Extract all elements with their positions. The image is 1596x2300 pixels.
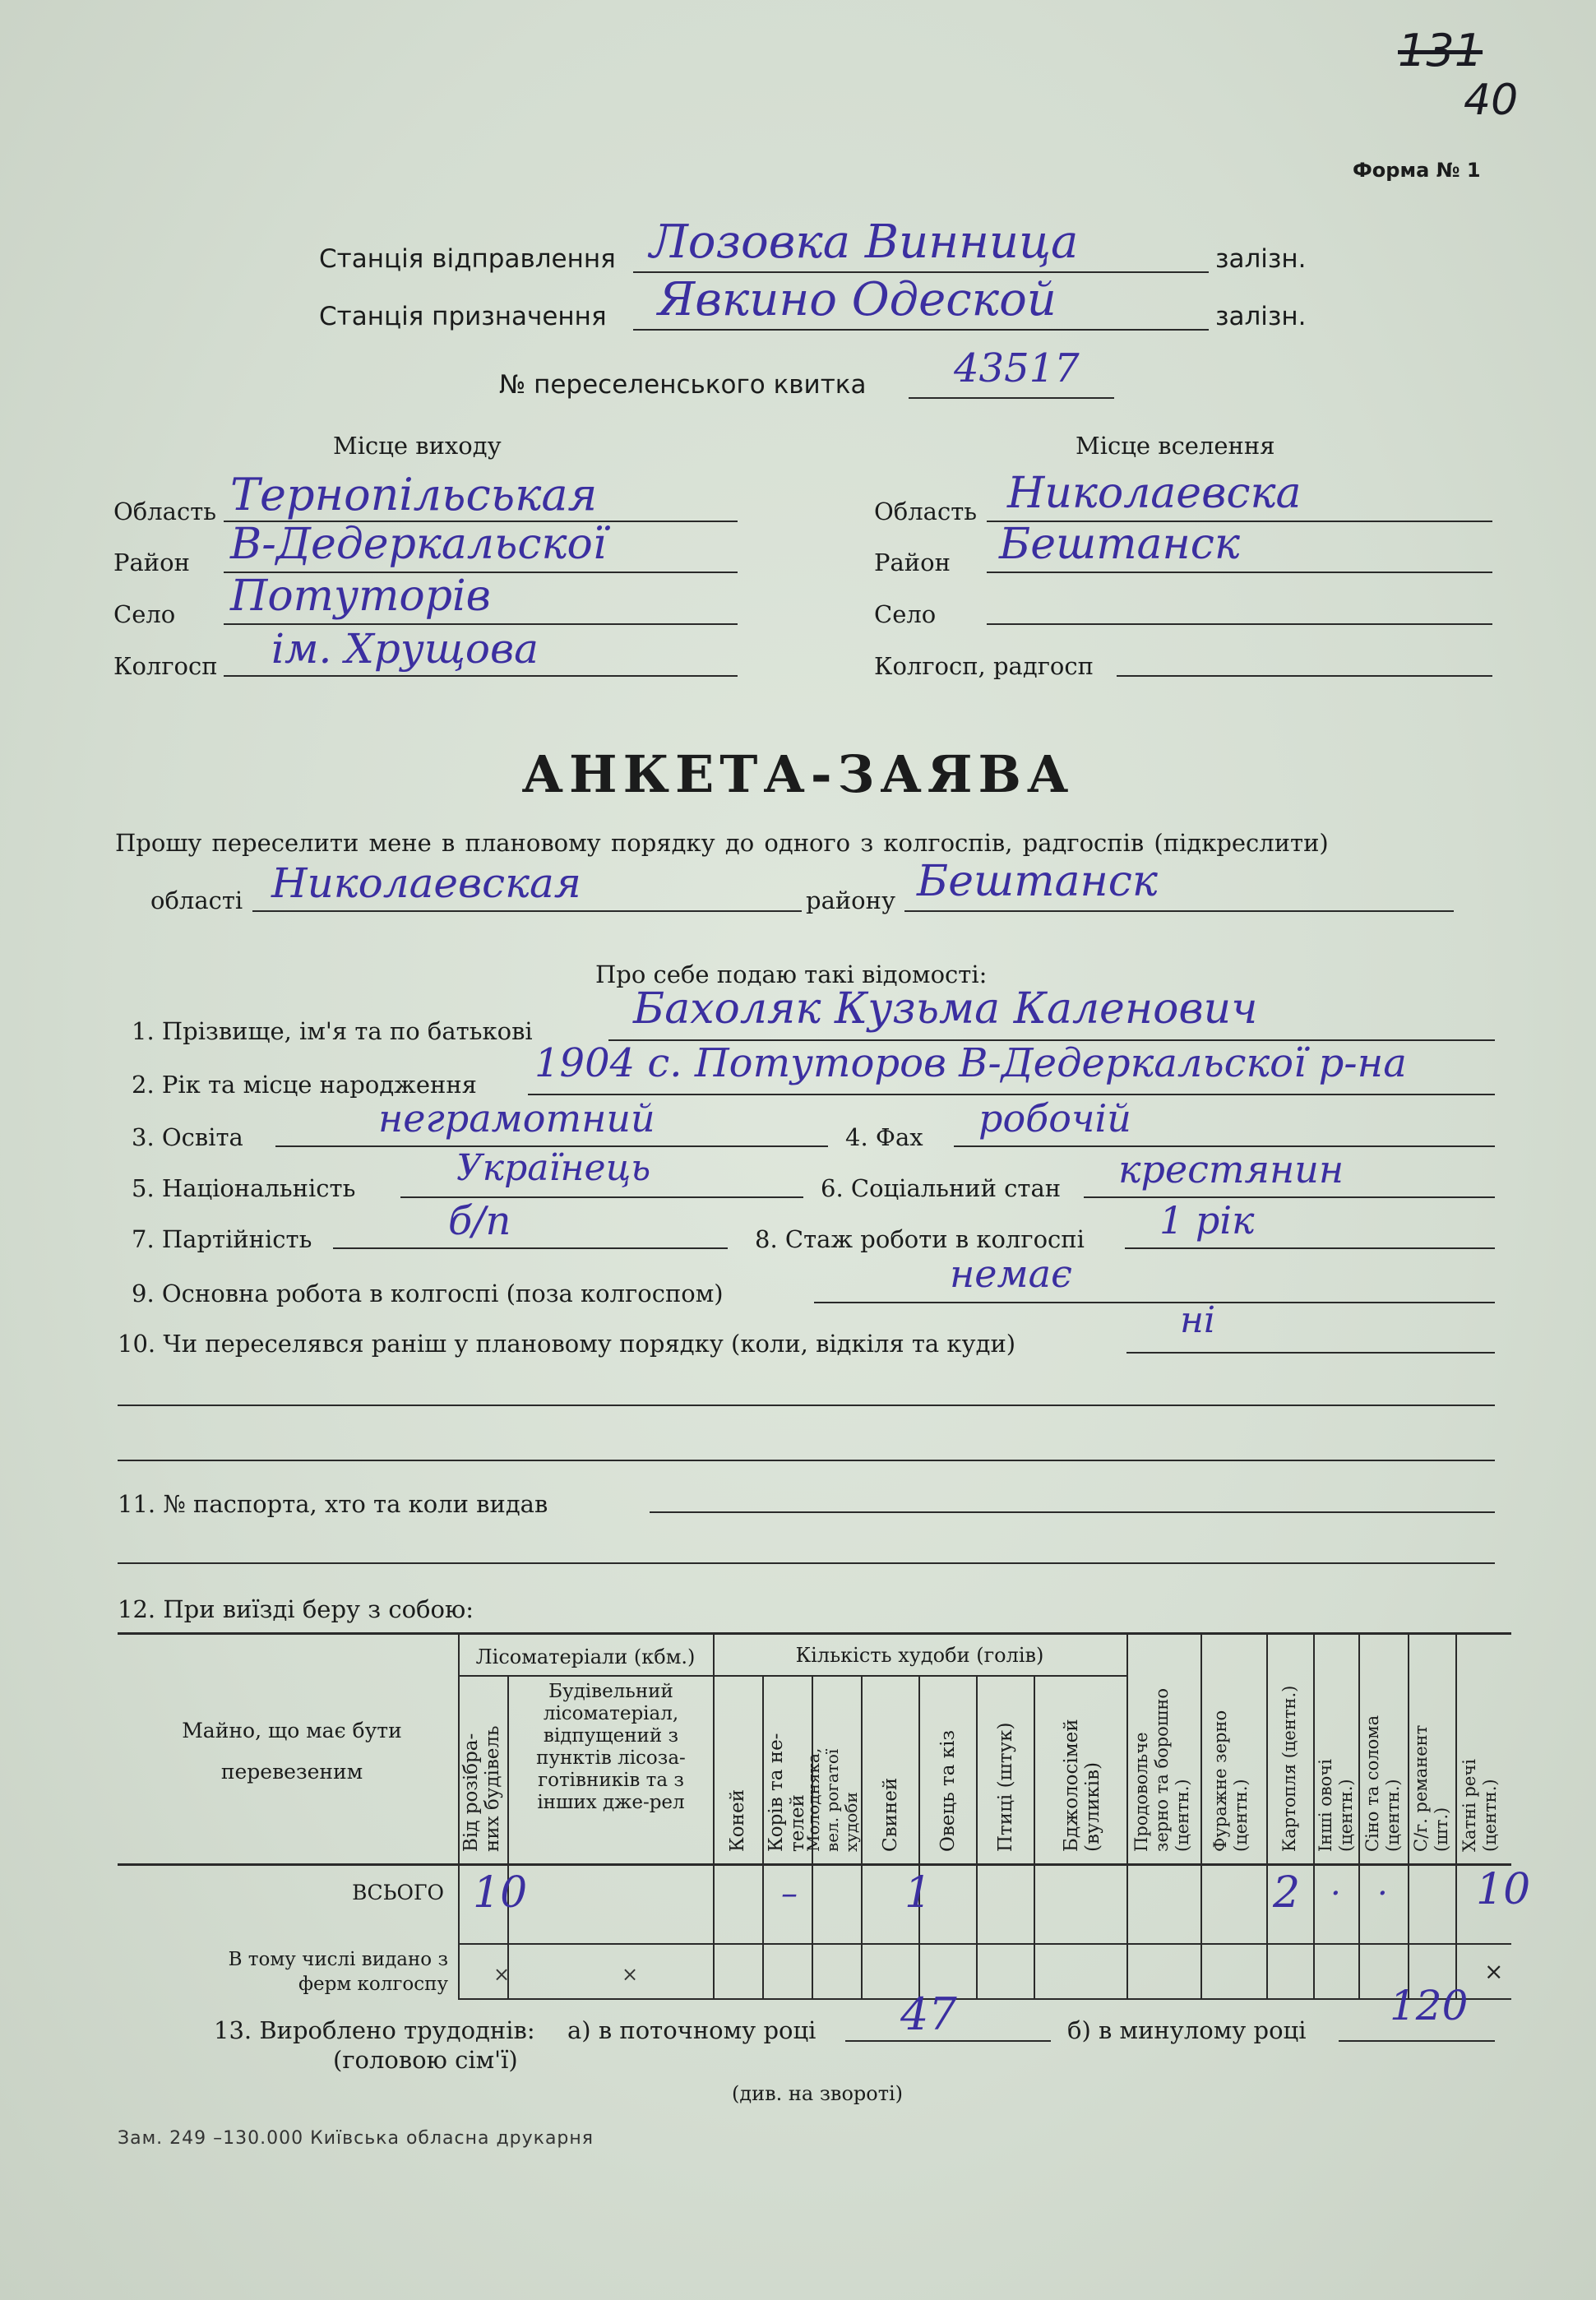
origin-raion-value: В-Дедеркальскої	[230, 520, 607, 569]
destination-suffix: залізн.	[1215, 302, 1307, 331]
q13-a-line	[845, 2040, 1051, 2042]
col-line	[1266, 1632, 1268, 1998]
request-raion-value: Бештанск	[917, 857, 1158, 906]
col-line	[458, 1632, 460, 1998]
origin-kolhosp-value: ім. Хрущова	[271, 625, 539, 673]
row-farm-label: В тому числі видано з ферм колгоспу	[228, 1949, 448, 1995]
col-horses-header: Коней	[727, 1789, 748, 1852]
origin-selo-value: Потуторів	[230, 572, 491, 621]
farm-building-value: ×	[622, 1963, 639, 1986]
q5-label: 5. Національність	[132, 1174, 356, 1202]
table-top-border	[118, 1632, 1511, 1635]
q10-line	[1126, 1352, 1495, 1354]
col-line	[918, 1675, 920, 1998]
q2-value: 1904 с. Потуторов В-Дедеркальскої р-на	[534, 1040, 1407, 1086]
col-veg-header: Інші овочі (центн.)	[1316, 1759, 1356, 1852]
timber-group-rule	[458, 1675, 713, 1677]
farm-household-value: ×	[1484, 1958, 1504, 1985]
col-fodder-header: Фуражне зерно (центн.)	[1210, 1710, 1251, 1852]
about-heading: Про себе подаю такі відомості:	[595, 960, 988, 988]
settlement-raion-value: Бештанск	[999, 520, 1240, 569]
q8-label: 8. Стаж роботи в колгоспі	[755, 1225, 1085, 1253]
col-property-header: Майно, що має бути перевезеним	[182, 1719, 402, 1784]
request-oblast-line	[252, 910, 802, 912]
q13-b-line	[1339, 2040, 1495, 2042]
form-number: Форма № 1	[1353, 159, 1481, 182]
origin-oblast-value: Тернопільськая	[230, 469, 598, 521]
col-line	[1034, 1675, 1035, 1998]
col-bees-header: Бджолосімей (вуликів)	[1061, 1719, 1103, 1852]
total-cows-value: –	[781, 1875, 798, 1913]
col-line	[762, 1675, 764, 1998]
destination-label: Станція призначення	[319, 302, 607, 331]
request-oblast-label: області	[150, 886, 243, 914]
col-line	[1200, 1632, 1202, 1998]
q11-label: 11. № паспорта, хто та коли видав	[118, 1490, 548, 1518]
settlement-raion-label: Район	[874, 548, 951, 576]
struck-sheet-number: 131	[1398, 25, 1483, 76]
ticket-label: № переселенського квитка	[499, 370, 867, 400]
col-birds-header: Птиці (штук)	[995, 1722, 1016, 1852]
q9-value: немає	[950, 1252, 1072, 1296]
settlement-raion-line	[987, 572, 1492, 573]
printer-imprint: Зам. 249 –130.000 Київська обласна друкарня	[118, 2128, 594, 2149]
q5-value: Українець	[456, 1147, 651, 1189]
request-line: Прошу переселити мене в плановому порядку до одного з колгоспів, радгоспів (підкреслити)	[115, 829, 1329, 857]
q9-line	[814, 1302, 1495, 1303]
page-title: АНКЕТА-ЗАЯВА	[521, 744, 1075, 804]
settlement-selo-label: Село	[874, 600, 937, 628]
total-hay-value: ·	[1377, 1875, 1388, 1913]
q1-label: 1. Прізвище, ім'я та по батькові	[132, 1017, 533, 1045]
col-line	[1313, 1632, 1315, 1998]
q3-label: 3. Освіта	[132, 1123, 243, 1151]
q4-label: 4. Фах	[845, 1123, 923, 1151]
timber-group-header: Лісоматеріали (кбм.)	[475, 1645, 696, 1668]
col-line	[976, 1675, 978, 1998]
settlement-kolhosp-label: Колгосп, радгосп	[874, 652, 1094, 680]
settlement-kolhosp-line	[1117, 675, 1492, 677]
origin-heading: Місце виходу	[333, 432, 502, 460]
total-household-value: 10	[1476, 1865, 1531, 1914]
q11-line	[650, 1511, 1495, 1513]
q13-b-label: б) в минулому році	[1067, 2016, 1307, 2044]
col-line	[1126, 1632, 1128, 1998]
col-hay-header: Сіно та солома (центн.)	[1362, 1715, 1403, 1852]
q13-a-value: 47	[900, 1988, 957, 2040]
q12-label: 12. При виїзді беру з собою:	[118, 1595, 474, 1623]
origin-oblast-label: Область	[113, 497, 217, 525]
col-dismantled-header: Від розібра- них будівель	[460, 1725, 503, 1852]
ticket-value: 43517	[954, 345, 1080, 391]
q10-label: 10. Чи переселявся раніш у плановому порядку (коли, відкіля та куди)	[118, 1330, 1016, 1358]
q6-line	[1084, 1196, 1495, 1198]
row-total-label: ВСЬОГО	[352, 1881, 444, 1904]
sheet-number: 40	[1464, 76, 1519, 125]
departure-suffix: залізн.	[1215, 244, 1307, 274]
row-separator	[458, 1943, 1511, 1945]
origin-selo-label: Село	[113, 600, 176, 628]
col-pigs-header: Свиней	[880, 1777, 901, 1852]
settlement-oblast-label: Область	[874, 497, 978, 525]
q10-extra-line-1	[118, 1405, 1495, 1406]
q8-value: 1 рік	[1159, 1198, 1255, 1243]
q2-line	[528, 1094, 1495, 1095]
col-cows-header: Корів та не- телей	[766, 1733, 808, 1852]
livestock-group-header: Кількість худоби (голів)	[795, 1644, 1044, 1667]
q3-value: неграмотний	[378, 1096, 655, 1141]
col-building-timber-header: Будівельний лісоматеріал, відпущений з пунктів лісоза-готівників та з інших дже-рел	[536, 1681, 686, 1813]
departure-label: Станція відправлення	[319, 244, 616, 274]
farm-dismantled-value: ×	[493, 1963, 511, 1986]
total-dismantled-value: 10	[473, 1868, 528, 1918]
col-line	[713, 1632, 715, 1998]
col-line	[1358, 1632, 1360, 1998]
q4-value: робочій	[978, 1096, 1131, 1141]
destination-value: Явкино Одеской	[658, 273, 1057, 326]
col-young-cattle-header: Молодняка, вел. рогатої худоби	[803, 1747, 861, 1852]
total-potato-value: 2	[1273, 1868, 1301, 1918]
q10-extra-line-2	[118, 1460, 1495, 1461]
q7-line	[333, 1247, 728, 1249]
ticket-line	[909, 397, 1114, 399]
q13-label: 13. Вироблено трудоднів:	[214, 2016, 535, 2044]
col-tools-header: С/г. реманент (шт.)	[1411, 1724, 1451, 1852]
col-sheep-header: Овець та кіз	[937, 1729, 959, 1852]
q11-extra-line	[118, 1562, 1495, 1564]
table-bottom-border	[458, 1998, 1511, 2000]
see-reverse-note: (див. на звороті)	[732, 2082, 904, 2105]
origin-raion-label: Район	[113, 548, 190, 576]
q6-label: 6. Соціальний стан	[821, 1174, 1062, 1202]
origin-kolhosp-label: Колгосп	[113, 652, 218, 680]
col-line	[1408, 1632, 1409, 1998]
settlement-selo-line	[987, 623, 1492, 625]
q9-label: 9. Основна робота в колгоспі (поза колгоспом)	[132, 1280, 724, 1307]
departure-value: Лозовка Винница	[650, 215, 1079, 269]
col-household-header: Хатні речі (центн.)	[1460, 1759, 1500, 1852]
total-veg-value: ·	[1330, 1875, 1341, 1913]
destination-line	[633, 329, 1209, 331]
col-line	[861, 1675, 863, 1998]
col-line	[507, 1675, 509, 1998]
col-food-grain-header: Продовольче зерно та борошно (центн.)	[1131, 1688, 1192, 1852]
q10-value: ні	[1180, 1299, 1216, 1341]
q13-a-label: а) в поточному році	[567, 2016, 817, 2044]
q1-value: Бахоляк Кузьма Каленович	[633, 984, 1258, 1034]
q7-label: 7. Партійність	[132, 1225, 312, 1253]
header-bottom-border	[118, 1863, 1511, 1866]
total-pigs-value: 1	[904, 1868, 932, 1918]
settlement-heading: Місце вселення	[1076, 432, 1275, 460]
q2-label: 2. Рік та місце народження	[132, 1071, 477, 1099]
settlement-oblast-value: Николаевска	[1007, 469, 1302, 518]
q8-line	[1125, 1247, 1495, 1249]
q6-value: крестянин	[1118, 1147, 1344, 1192]
col-line	[1455, 1632, 1457, 1998]
col-potato-header: Картопля (центн.)	[1279, 1685, 1299, 1852]
q13-sub: (головою сім'ї)	[333, 2046, 518, 2074]
request-oblast-value: Николаевская	[271, 859, 581, 907]
q13-b-value: 120	[1390, 1982, 1469, 2029]
request-raion-label: району	[806, 886, 896, 914]
q7-value: б/п	[448, 1198, 511, 1244]
request-raion-line	[904, 910, 1454, 912]
origin-kolhosp-line	[224, 675, 738, 677]
